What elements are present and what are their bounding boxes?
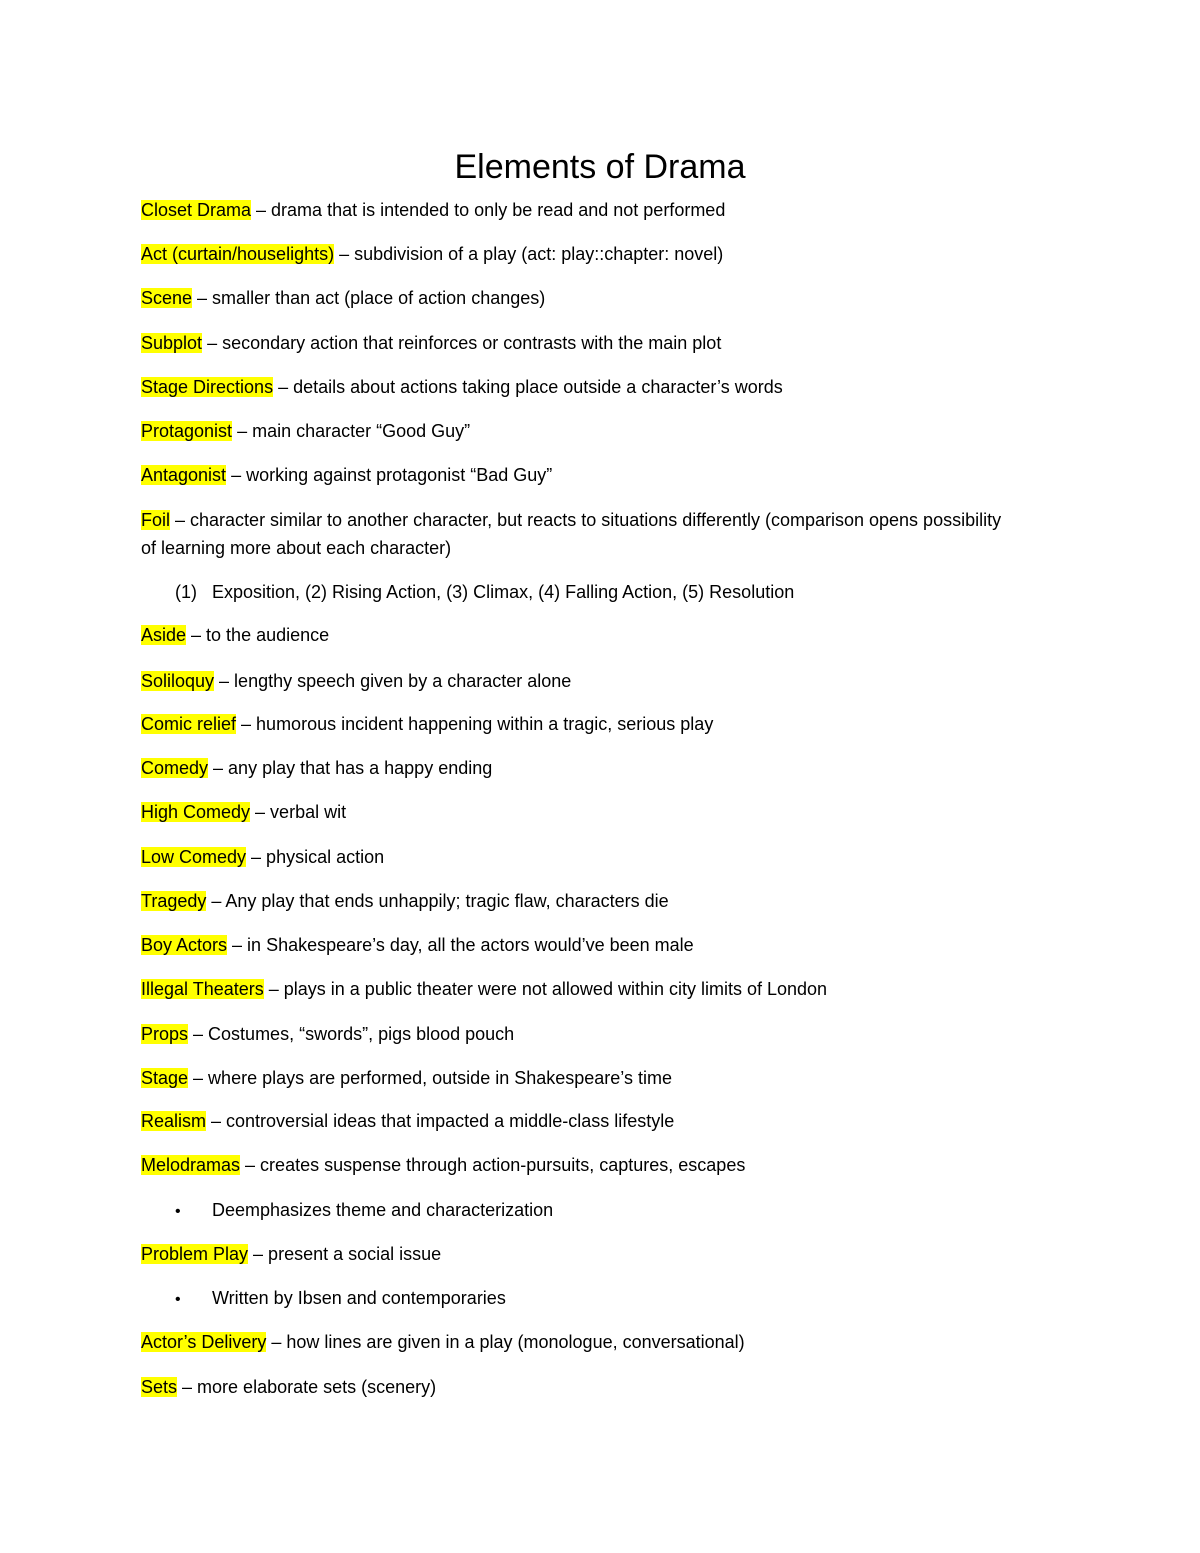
entry-problem-play xyxy=(141,1240,1041,1268)
term-highlight: Comic relief xyxy=(141,714,237,734)
definition-text: – physical action xyxy=(246,847,385,867)
entry-high-comedy xyxy=(141,798,1041,826)
definition-text: – how lines are given in a play (monologue, conversational) xyxy=(266,1332,745,1352)
entry-act xyxy=(141,240,1041,268)
definition-text: – plays in a public theater were not allowed within city limits of London xyxy=(263,979,828,999)
definition-text: – drama that is intended to only be read and not performed xyxy=(251,200,726,220)
bullet-text: Written by Ibsen and contemporaries xyxy=(212,1288,506,1308)
definition-text: – any play that has a happy ending xyxy=(208,758,493,778)
entry-realism xyxy=(141,1107,1041,1135)
term-highlight: Scene xyxy=(141,288,193,308)
plot-structure-list xyxy=(175,578,794,606)
term-highlight: Act (curtain/houselights) xyxy=(141,244,335,264)
term-highlight: Closet Drama xyxy=(141,200,252,220)
entry-subplot xyxy=(141,329,1041,357)
definition-text: – verbal wit xyxy=(250,802,347,822)
term-highlight: Sets xyxy=(141,1377,178,1397)
definition-text: – secondary action that reinforces or contrasts with the main plot xyxy=(202,333,722,353)
bullet-text: Deemphasizes theme and characterization xyxy=(212,1200,554,1220)
bullet-item xyxy=(175,1196,553,1226)
entry-aside xyxy=(141,621,1041,649)
term-highlight: High Comedy xyxy=(141,802,251,822)
term-highlight: Tragedy xyxy=(141,891,207,911)
entry-props xyxy=(141,1020,1041,1048)
entry-soliloquy xyxy=(141,667,1041,695)
term-highlight: Props xyxy=(141,1024,189,1044)
page-title: Elements of Drama xyxy=(454,148,746,186)
entry-comedy xyxy=(141,754,1041,782)
entry-tragedy xyxy=(141,887,1041,915)
term-highlight: Boy Actors xyxy=(141,935,228,955)
term-highlight: Subplot xyxy=(141,333,203,353)
entry-melodramas xyxy=(141,1151,1041,1179)
term-highlight: Stage Directions xyxy=(141,377,274,397)
plot-structure-text: Exposition, (2) Rising Action, (3) Climax, (4) Falling Action, (5) Resolution xyxy=(212,582,795,602)
term-highlight: Comedy xyxy=(141,758,209,778)
entry-scene xyxy=(141,284,1041,312)
term-highlight: Low Comedy xyxy=(141,847,247,867)
definition-text: – present a social issue xyxy=(248,1244,442,1264)
term-highlight: Soliloquy xyxy=(141,671,215,691)
entry-closet-drama xyxy=(141,196,1041,224)
entry-stage xyxy=(141,1064,1041,1092)
entry-illegal-theaters xyxy=(141,975,1041,1003)
bullet-icon: • xyxy=(175,1291,181,1308)
term-highlight: Protagonist xyxy=(141,421,233,441)
term-highlight: Actor’s Delivery xyxy=(141,1332,267,1352)
definition-text: – in Shakespeare’s day, all the actors would’ve been male xyxy=(227,935,694,955)
definition-text: – character similar to another character, but reacts to situations differently (comparison opens possibility of learning more about each character) xyxy=(141,510,1002,558)
definition-text: – humorous incident happening within a tragic, serious play xyxy=(236,714,714,734)
definition-text: – working against protagonist “Bad Guy” xyxy=(226,465,553,485)
entry-antagonist xyxy=(141,461,1041,489)
entry-stage-directions xyxy=(141,373,1041,401)
bullet-icon: • xyxy=(175,1203,181,1220)
entry-protagonist xyxy=(141,417,1041,445)
list-number: (1) xyxy=(175,582,197,602)
bullet-item xyxy=(175,1284,506,1314)
entry-actors-delivery xyxy=(141,1328,1041,1356)
term-highlight: Melodramas xyxy=(141,1155,241,1175)
entry-low-comedy xyxy=(141,843,1041,871)
definition-text: – controversial ideas that impacted a middle-class lifestyle xyxy=(206,1111,675,1131)
term-highlight: Aside xyxy=(141,625,187,645)
term-highlight: Antagonist xyxy=(141,465,227,485)
entry-comic-relief xyxy=(141,710,1041,738)
definition-text: – where plays are performed, outside in Shakespeare’s time xyxy=(188,1068,672,1088)
term-highlight: Problem Play xyxy=(141,1244,249,1264)
entry-foil xyxy=(141,506,1021,562)
term-highlight: Realism xyxy=(141,1111,207,1131)
definition-text: – more elaborate sets (scenery) xyxy=(177,1377,437,1397)
definition-text: – Any play that ends unhappily; tragic flaw, characters die xyxy=(206,891,669,911)
definition-text: – subdivision of a play (act: play::chapter: novel) xyxy=(334,244,724,264)
definition-text: – creates suspense through action-pursuits, captures, escapes xyxy=(240,1155,746,1175)
term-highlight: Stage xyxy=(141,1068,189,1088)
definition-text: – details about actions taking place outside a character’s words xyxy=(273,377,783,397)
term-highlight: Illegal Theaters xyxy=(141,979,264,999)
entry-sets xyxy=(141,1373,1041,1401)
definition-text: – main character “Good Guy” xyxy=(232,421,471,441)
definition-text: – smaller than act (place of action changes) xyxy=(192,288,546,308)
definition-text: – lengthy speech given by a character alone xyxy=(214,671,572,691)
definition-text: – Costumes, “swords”, pigs blood pouch xyxy=(188,1024,515,1044)
term-highlight: Foil xyxy=(141,510,171,530)
entry-boy-actors xyxy=(141,931,1041,959)
definition-text: – to the audience xyxy=(186,625,330,645)
